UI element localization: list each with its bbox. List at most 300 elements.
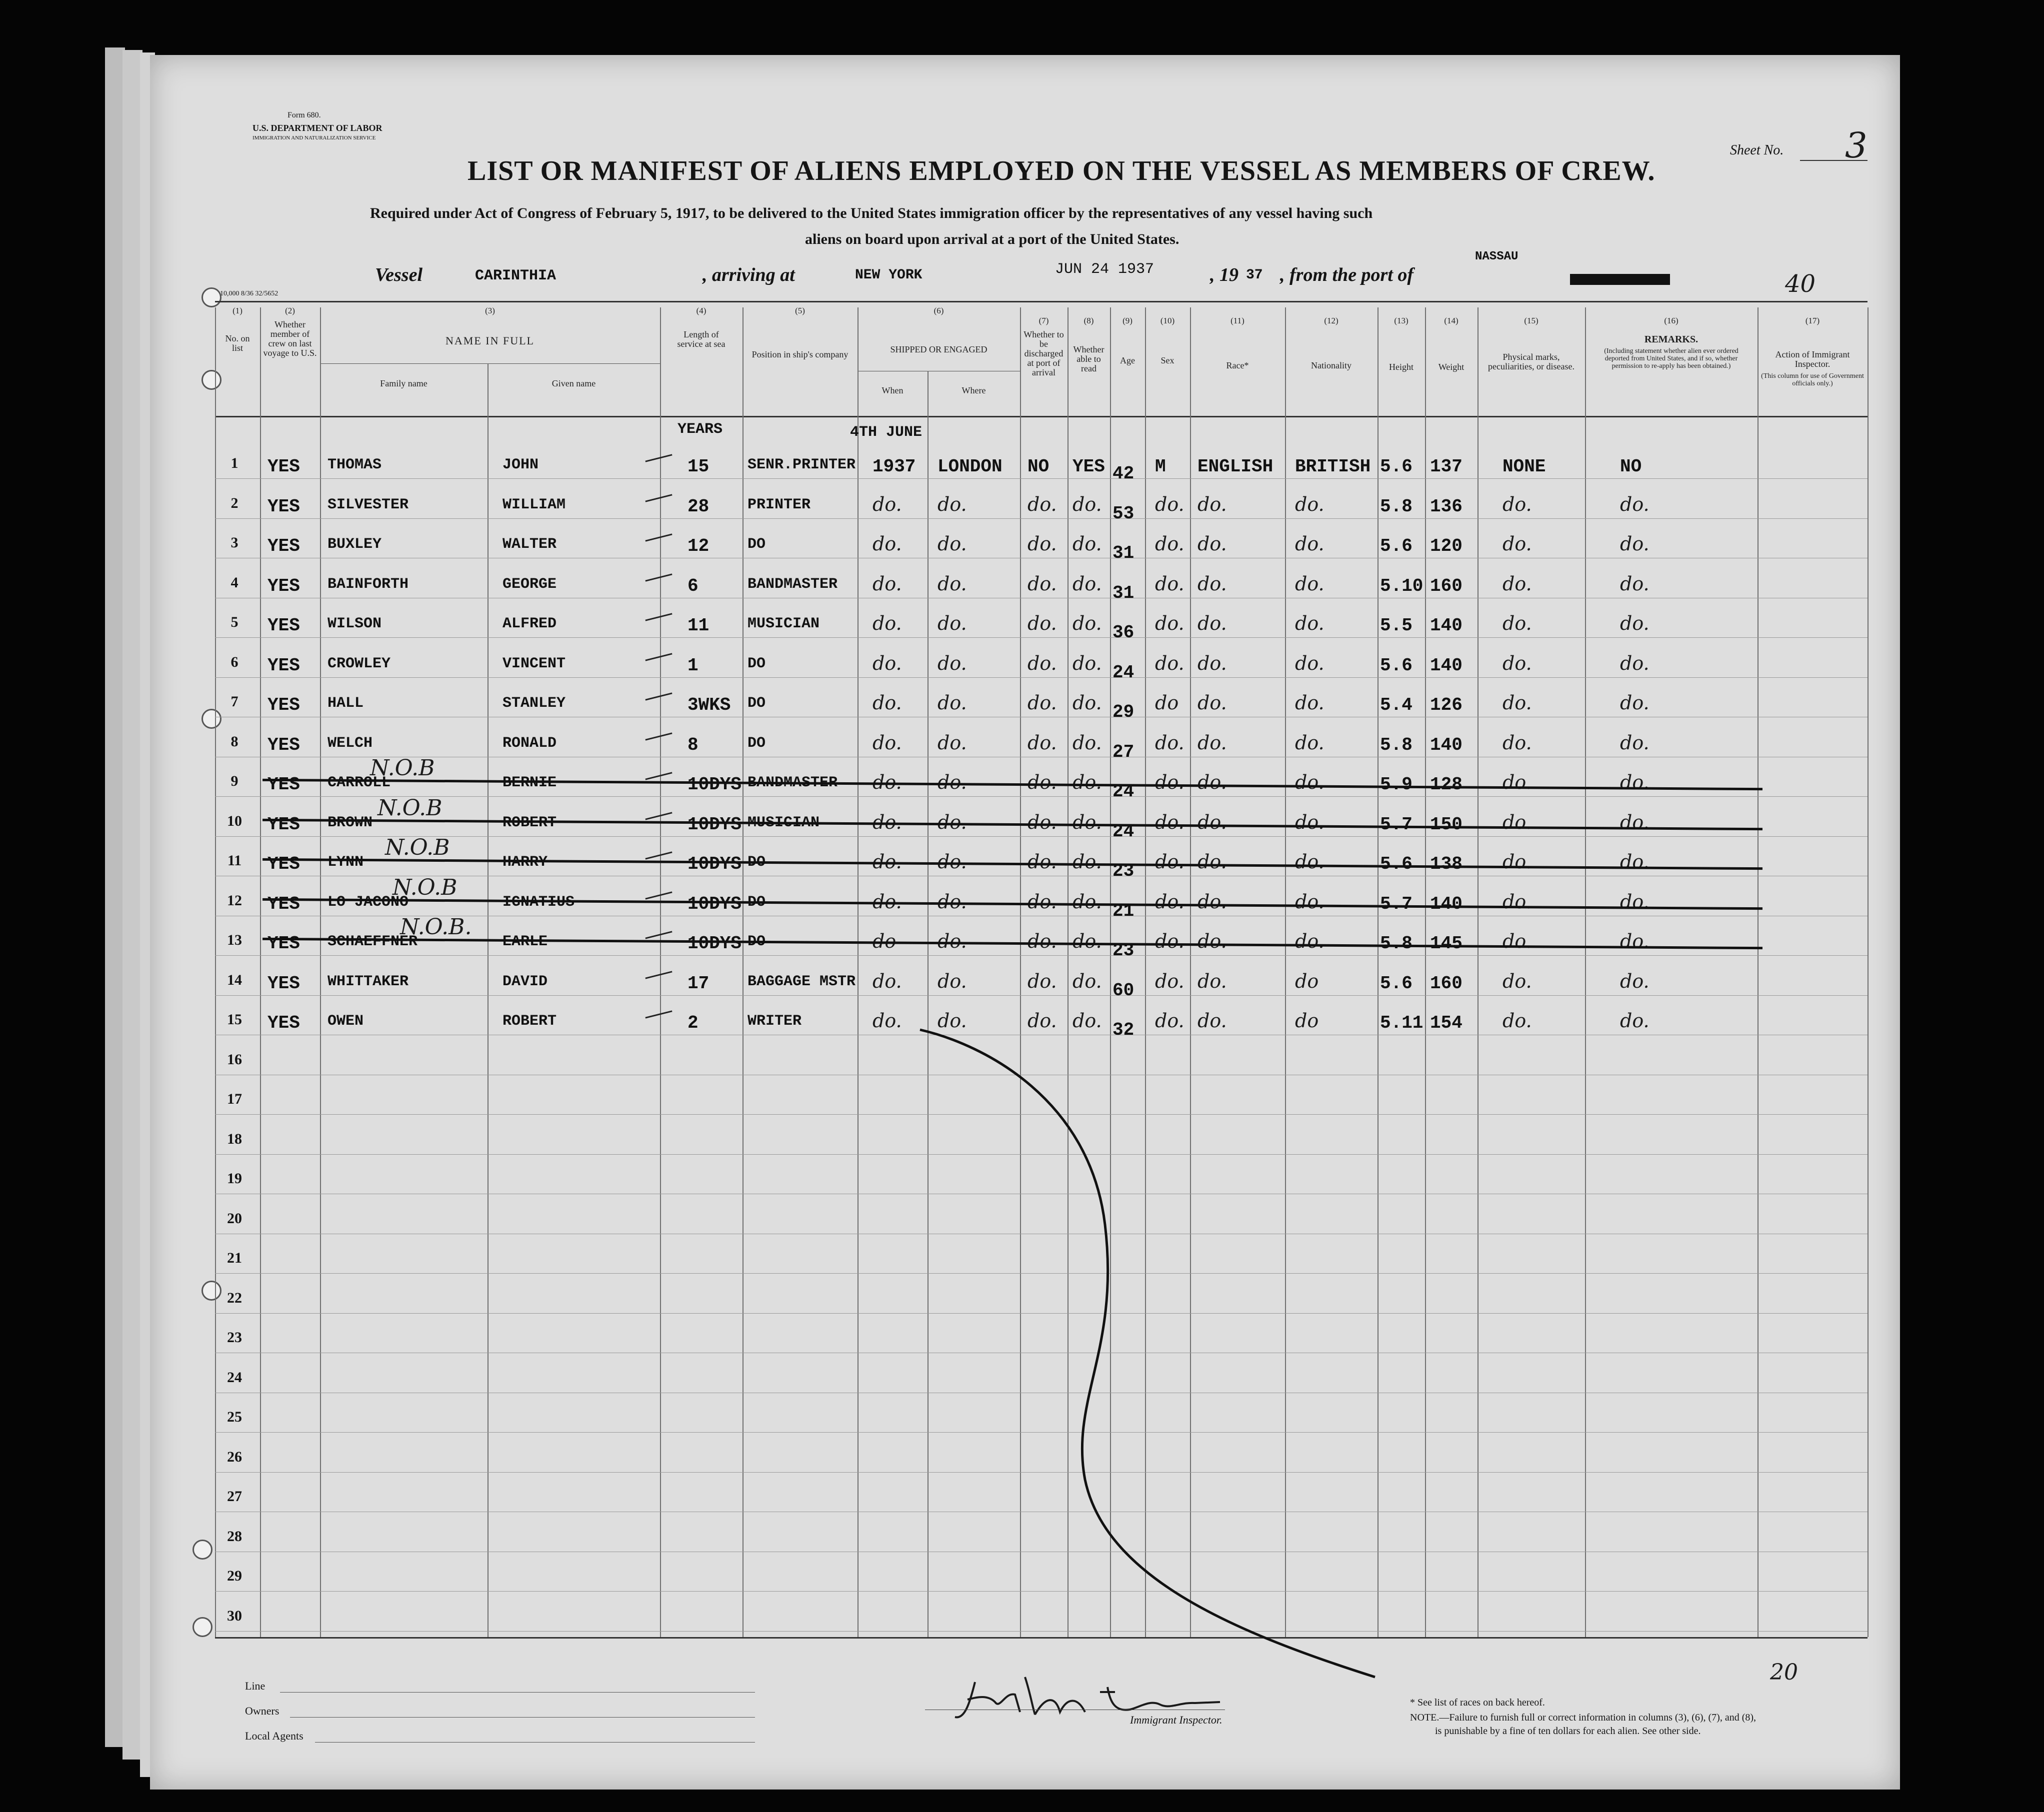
footer-agents-label: Local Agents bbox=[245, 1730, 304, 1742]
service-length: 2 bbox=[688, 1013, 698, 1033]
given-name: DAVID bbox=[502, 973, 548, 990]
given-name: BERNIE bbox=[502, 774, 557, 791]
row-number: 30 bbox=[227, 1607, 242, 1624]
row-number: 26 bbox=[227, 1448, 242, 1465]
physical-marks: do. bbox=[1502, 652, 1532, 674]
remarks: do. bbox=[1620, 533, 1650, 555]
discharged: do. bbox=[1028, 930, 1057, 952]
discharged: do. bbox=[1028, 890, 1057, 913]
nationality: do. bbox=[1295, 890, 1324, 913]
shipped-when: 1937 bbox=[872, 456, 916, 477]
row-number: 12 bbox=[227, 892, 242, 909]
race: do. bbox=[1198, 851, 1227, 873]
nationality: do bbox=[1295, 1010, 1319, 1032]
shipped-when: do. bbox=[872, 612, 902, 634]
weight: 160 bbox=[1430, 575, 1462, 596]
print-code: 10,000 8/36 32/5652 bbox=[220, 290, 278, 297]
age: 24 bbox=[1112, 781, 1134, 802]
nationality: do. bbox=[1295, 612, 1324, 634]
col-header-height: Height bbox=[1389, 362, 1414, 372]
race: do. bbox=[1198, 493, 1227, 515]
position: DO bbox=[748, 893, 766, 911]
note-line-2: is punishable by a fine of ten dollars for each alien. See other side. bbox=[1435, 1726, 1701, 1737]
age: 42 bbox=[1112, 463, 1134, 484]
service-length: 10DYS bbox=[688, 893, 742, 914]
race: do. bbox=[1198, 572, 1227, 595]
remarks: do. bbox=[1620, 572, 1650, 595]
row-number: 6 bbox=[230, 653, 238, 670]
sex: do. bbox=[1155, 1010, 1184, 1032]
remarks: do. bbox=[1620, 930, 1650, 952]
sheet-label: Sheet No. bbox=[1730, 142, 1784, 158]
service-length: 11 bbox=[688, 615, 710, 636]
arrival-date-stamp: JUN 24 1937 bbox=[1055, 261, 1154, 278]
sex: do. bbox=[1155, 811, 1184, 833]
member-of-crew: YES bbox=[268, 973, 300, 994]
physical-marks: NONE bbox=[1502, 456, 1546, 477]
discharged: do. bbox=[1028, 731, 1057, 754]
nationality: do. bbox=[1295, 652, 1324, 674]
shipped-where: do. bbox=[938, 572, 967, 595]
remarks: NO bbox=[1620, 456, 1642, 477]
sex: do. bbox=[1155, 731, 1184, 754]
col-header-action: Action of Immigrant Inspector. bbox=[1775, 349, 1850, 369]
able-to-read: do. bbox=[1072, 612, 1102, 634]
height: 5.4 bbox=[1380, 695, 1412, 715]
nationality: do. bbox=[1295, 771, 1324, 793]
row-number: 11 bbox=[227, 852, 242, 869]
row-number: 18 bbox=[227, 1130, 242, 1147]
age: 23 bbox=[1112, 940, 1134, 961]
remarks: do. bbox=[1620, 612, 1650, 634]
row-number: 7 bbox=[230, 693, 238, 710]
able-to-read: do. bbox=[1072, 493, 1102, 515]
page-title: LIST OR MANIFEST OF ALIENS EMPLOYED ON THE VESSEL AS MEMBERS OF CREW. bbox=[468, 155, 1656, 186]
remarks: do. bbox=[1620, 1010, 1650, 1032]
vessel-name: CARINTHIA bbox=[475, 267, 556, 284]
arriving-label: , arriving at bbox=[702, 264, 795, 285]
position: MUSICIAN bbox=[748, 814, 820, 831]
shipped-where: do. bbox=[938, 493, 967, 515]
height: 5.8 bbox=[1380, 933, 1412, 954]
col-header-name: NAME IN FULL bbox=[446, 334, 534, 347]
physical-marks: do. bbox=[1502, 811, 1532, 833]
given-name: ALFRED bbox=[502, 615, 557, 632]
weight: 150 bbox=[1430, 814, 1462, 835]
department-name: U.S. DEPARTMENT OF LABOR bbox=[252, 123, 382, 133]
note-line-1: NOTE.—Failure to furnish full or correct information in columns (3), (6), (7), and (8), bbox=[1410, 1712, 1756, 1723]
remarks: do. bbox=[1620, 851, 1650, 873]
physical-marks: do. bbox=[1502, 851, 1532, 873]
height: 5.7 bbox=[1380, 814, 1412, 835]
position: BANDMASTER bbox=[748, 575, 838, 593]
member-of-crew: YES bbox=[268, 536, 300, 556]
given-name: WILLIAM bbox=[502, 496, 566, 513]
weight: 160 bbox=[1430, 973, 1462, 994]
discharged: do. bbox=[1028, 1010, 1057, 1032]
sex: do. bbox=[1155, 493, 1184, 515]
age: 24 bbox=[1112, 662, 1134, 683]
weight: 140 bbox=[1430, 734, 1462, 755]
shipped-when: do. bbox=[872, 731, 902, 754]
col-header-when: When bbox=[882, 385, 904, 395]
physical-marks: do. bbox=[1502, 572, 1532, 595]
col-header-nationality: Nationality bbox=[1311, 360, 1352, 370]
footer-owners-rule bbox=[290, 1717, 755, 1718]
shipped-when: do. bbox=[872, 572, 902, 595]
sex: do. bbox=[1155, 851, 1184, 873]
races-note: * See list of races on back hereof. bbox=[1410, 1697, 1545, 1708]
race: ENGLISH bbox=[1198, 456, 1274, 477]
inspector-label: Immigrant Inspector. bbox=[1130, 1714, 1222, 1726]
race: do. bbox=[1198, 771, 1227, 793]
service-length: 10DYS bbox=[688, 933, 742, 954]
able-to-read: do. bbox=[1072, 811, 1102, 833]
member-of-crew: YES bbox=[268, 893, 300, 914]
shipped-where: do. bbox=[938, 731, 967, 754]
from-port-label: , from the port of bbox=[1280, 264, 1414, 285]
shipped-where: do. bbox=[938, 771, 967, 793]
shipped-where: do. bbox=[938, 612, 967, 634]
physical-marks: do. bbox=[1502, 930, 1532, 952]
sheet-number: 3 bbox=[1845, 125, 1868, 166]
departure-port: NASSAU bbox=[1475, 250, 1518, 263]
footer-line-rule bbox=[280, 1692, 755, 1693]
col-header-service: Length of service at sea bbox=[677, 329, 726, 349]
row-number: 5 bbox=[230, 614, 238, 630]
position: WRITER bbox=[748, 1013, 802, 1030]
race: do. bbox=[1198, 533, 1227, 555]
nationality: do. bbox=[1295, 811, 1324, 833]
height: 5.9 bbox=[1380, 774, 1412, 795]
row-number: 25 bbox=[227, 1409, 242, 1425]
col-num-1: (1) bbox=[232, 306, 242, 315]
age: 60 bbox=[1112, 980, 1134, 1001]
family-name: WILSON bbox=[328, 615, 382, 632]
weight: 126 bbox=[1430, 695, 1462, 715]
member-of-crew: YES bbox=[268, 933, 300, 954]
sex: do. bbox=[1155, 572, 1184, 595]
family-name: BUXLEY bbox=[328, 536, 382, 553]
shipped-when: do. bbox=[872, 533, 902, 555]
sex: do. bbox=[1155, 652, 1184, 674]
shipped-where: do. bbox=[938, 970, 967, 992]
sex: M bbox=[1155, 456, 1166, 477]
col-header-age: Age bbox=[1120, 355, 1135, 365]
given-name: WALTER bbox=[502, 536, 557, 553]
row-number: 23 bbox=[227, 1329, 242, 1346]
member-of-crew: YES bbox=[268, 655, 300, 676]
row-number: 29 bbox=[227, 1568, 242, 1584]
discharged: do. bbox=[1028, 572, 1057, 595]
family-name: WELCH bbox=[328, 734, 373, 752]
year-written: 37 bbox=[1246, 267, 1263, 283]
shipped-when: do bbox=[872, 930, 896, 952]
given-name: HARRY bbox=[502, 854, 548, 871]
position: DO bbox=[748, 655, 766, 672]
service-length: 6 bbox=[688, 575, 698, 596]
shipped-where: do. bbox=[938, 1010, 967, 1032]
family-name: SCHAEFFNER bbox=[328, 933, 418, 950]
weight: 140 bbox=[1430, 655, 1462, 676]
service-length: 8 bbox=[688, 734, 698, 755]
family-name: CARROLL bbox=[328, 774, 391, 791]
height: 5.6 bbox=[1380, 456, 1412, 477]
height: 5.6 bbox=[1380, 655, 1412, 676]
service-length: 10DYS bbox=[688, 774, 742, 795]
position: DO bbox=[748, 854, 766, 871]
given-name: GEORGE bbox=[502, 575, 557, 593]
row-number: 22 bbox=[227, 1289, 242, 1306]
position: DO bbox=[748, 536, 766, 553]
row-number: 4 bbox=[230, 574, 238, 591]
given-name: RONALD bbox=[502, 734, 557, 752]
family-name: WHITTAKER bbox=[328, 973, 409, 990]
row-number: 19 bbox=[227, 1170, 242, 1187]
subtitle-line-1: Required under Act of Congress of February 5, 1917, to be delivered to the United States immigration officer by the representatives of any vessel having such bbox=[370, 205, 1373, 221]
col-num-16: (16) bbox=[1664, 316, 1678, 325]
row-number: 14 bbox=[227, 971, 242, 988]
col-header-race: Race* bbox=[1226, 360, 1249, 370]
col-header-member: Whether member of crew on last voyage to U.S. bbox=[263, 319, 317, 358]
sex: do. bbox=[1155, 930, 1184, 952]
member-of-crew: YES bbox=[268, 1013, 300, 1033]
age: 23 bbox=[1112, 861, 1134, 881]
shipped-when: do. bbox=[872, 811, 902, 833]
col-num-2: (2) bbox=[285, 306, 295, 315]
discharged: do. bbox=[1028, 652, 1057, 674]
discharged: do. bbox=[1028, 612, 1057, 634]
discharged: do. bbox=[1028, 970, 1057, 992]
shipped-where: LONDON bbox=[938, 456, 1002, 477]
weight: 154 bbox=[1430, 1013, 1462, 1033]
member-of-crew: YES bbox=[268, 456, 300, 477]
col-header-given: Given name bbox=[552, 378, 596, 388]
row-number: 17 bbox=[227, 1091, 242, 1107]
age: 21 bbox=[1112, 900, 1134, 921]
col-num-9: (9) bbox=[1122, 316, 1132, 325]
able-to-read: do. bbox=[1072, 970, 1102, 992]
weight: 138 bbox=[1430, 854, 1462, 874]
weight: 140 bbox=[1430, 893, 1462, 914]
col-header-discharged: Whether to be discharged at port of arrival bbox=[1024, 329, 1064, 377]
height: 5.10 bbox=[1380, 575, 1424, 596]
member-of-crew: YES bbox=[268, 774, 300, 795]
nob-annotation: N.O.B bbox=[392, 874, 458, 900]
col-num-13: (13) bbox=[1394, 316, 1408, 325]
shipped-where: do. bbox=[938, 890, 967, 913]
col-header-weight: Weight bbox=[1438, 362, 1464, 372]
remarks: do. bbox=[1620, 652, 1650, 674]
row-number: 21 bbox=[227, 1250, 242, 1266]
service-length: 10DYS bbox=[688, 854, 742, 874]
corner-mark: 20 bbox=[1770, 1660, 1798, 1685]
col-num-11: (11) bbox=[1230, 316, 1244, 325]
height: 5.8 bbox=[1380, 496, 1412, 517]
physical-marks: do. bbox=[1502, 890, 1532, 913]
col-num-12: (12) bbox=[1324, 316, 1338, 325]
able-to-read: do. bbox=[1072, 572, 1102, 595]
given-name: IGNATIUS bbox=[502, 893, 575, 911]
col-num-6: (6) bbox=[934, 306, 944, 315]
shipped-when: do. bbox=[872, 692, 902, 714]
family-name: CROWLEY bbox=[328, 655, 391, 672]
nationality: do. bbox=[1295, 533, 1324, 555]
race: do. bbox=[1198, 1010, 1227, 1032]
able-to-read: do. bbox=[1072, 771, 1102, 793]
remarks: do. bbox=[1620, 811, 1650, 833]
row-number: 24 bbox=[227, 1369, 242, 1386]
physical-marks: do. bbox=[1502, 731, 1532, 754]
subtitle-line-2: aliens on board upon arrival at a port of the United States. bbox=[805, 231, 1180, 247]
row-number: 13 bbox=[227, 932, 242, 948]
weight: 120 bbox=[1430, 536, 1462, 556]
discharged: do. bbox=[1028, 533, 1057, 555]
service-length: 15 bbox=[688, 456, 710, 477]
discharged: do. bbox=[1028, 493, 1057, 515]
nationality: BRITISH bbox=[1295, 456, 1371, 477]
able-to-read: YES bbox=[1072, 456, 1105, 477]
shipped-when: do. bbox=[872, 652, 902, 674]
age: 27 bbox=[1112, 741, 1134, 762]
height: 5.5 bbox=[1380, 615, 1412, 636]
footer-agents-rule bbox=[315, 1742, 755, 1743]
col-header-physical-marks: Physical marks, peculiarities, or disease. bbox=[1488, 352, 1574, 371]
able-to-read: do. bbox=[1072, 533, 1102, 555]
footer-owners-label: Owners bbox=[245, 1705, 280, 1717]
height: 5.7 bbox=[1380, 893, 1412, 914]
col-num-15: (15) bbox=[1524, 316, 1538, 325]
member-of-crew: YES bbox=[268, 734, 300, 755]
service-name: IMMIGRATION AND NATURALIZATION SERVICE bbox=[252, 135, 376, 141]
nationality: do. bbox=[1295, 930, 1324, 952]
col-header-shipped: SHIPPED OR ENGAGED bbox=[890, 344, 988, 354]
service-length: 12 bbox=[688, 536, 710, 556]
member-of-crew: YES bbox=[268, 695, 300, 715]
position: MUSICIAN bbox=[748, 615, 820, 632]
service-length: 17 bbox=[688, 973, 710, 994]
year-label: , 19 bbox=[1210, 264, 1238, 285]
race: do. bbox=[1198, 731, 1227, 754]
age: 24 bbox=[1112, 821, 1134, 842]
shipped-when: do. bbox=[872, 851, 902, 873]
shipped-where: do. bbox=[938, 652, 967, 674]
col-num-8: (8) bbox=[1084, 316, 1094, 325]
col-header-no: No. on list bbox=[225, 333, 250, 353]
height: 5.11 bbox=[1380, 1013, 1424, 1033]
weight: 136 bbox=[1430, 496, 1462, 517]
age: 31 bbox=[1112, 582, 1134, 603]
remarks: do. bbox=[1620, 771, 1650, 793]
nationality: do. bbox=[1295, 851, 1324, 873]
physical-marks: do. bbox=[1502, 970, 1532, 992]
row-number: 27 bbox=[227, 1488, 242, 1505]
vessel-label: Vessel bbox=[375, 264, 422, 285]
position: BANDMASTER bbox=[748, 774, 838, 791]
shipped-when: do. bbox=[872, 890, 902, 913]
able-to-read: do. bbox=[1072, 851, 1102, 873]
height: 5.6 bbox=[1380, 973, 1412, 994]
position: SENR.PRINTER bbox=[748, 456, 856, 473]
remarks: do. bbox=[1620, 692, 1650, 714]
given-name: ROBERT bbox=[502, 814, 557, 831]
weight: 145 bbox=[1430, 933, 1462, 954]
discharged: do. bbox=[1028, 851, 1057, 873]
family-name: LYNN bbox=[328, 854, 364, 871]
col-header-where: Where bbox=[962, 385, 986, 395]
position: DO bbox=[748, 933, 766, 950]
weight: 137 bbox=[1430, 456, 1462, 477]
nationality: do. bbox=[1295, 572, 1324, 595]
col-header-remarks-note: (Including statement whether alien ever ordered deported from United States, and if so, whether permission to re-apply has been obtained.) bbox=[1604, 347, 1738, 370]
given-name: STANLEY bbox=[502, 695, 566, 712]
age: 29 bbox=[1112, 702, 1134, 722]
service-length: 10DYS bbox=[688, 814, 742, 835]
col-header-remarks: REMARKS. bbox=[1644, 334, 1698, 345]
nob-annotation: N.O.B. bbox=[400, 914, 472, 940]
col-header-position: Position in ship's company bbox=[752, 349, 848, 359]
row-number: 15 bbox=[227, 1011, 242, 1028]
shipped-where: do. bbox=[938, 811, 967, 833]
family-name: BAINFORTH bbox=[328, 575, 409, 593]
service-length: 1 bbox=[688, 655, 698, 676]
nationality: do. bbox=[1295, 493, 1324, 515]
shipped-when: do. bbox=[872, 970, 902, 992]
given-name: VINCENT bbox=[502, 655, 566, 672]
service-unit-annotation: YEARS bbox=[678, 421, 723, 438]
shipped-where: do. bbox=[938, 930, 967, 952]
family-name: OWEN bbox=[328, 1013, 364, 1030]
col-num-7: (7) bbox=[1038, 316, 1049, 325]
nob-annotation: N.O.B bbox=[378, 795, 442, 821]
col-num-3: (3) bbox=[485, 306, 495, 315]
shipped-where: do. bbox=[938, 851, 967, 873]
row-number: 9 bbox=[230, 773, 238, 789]
race: do. bbox=[1198, 970, 1227, 992]
discharged: NO bbox=[1028, 456, 1050, 477]
shipped-where: do. bbox=[938, 692, 967, 714]
family-name: HALL bbox=[328, 695, 364, 712]
col-num-14: (14) bbox=[1444, 316, 1458, 325]
row-number: 10 bbox=[227, 812, 242, 829]
shipped-where: do. bbox=[938, 533, 967, 555]
able-to-read: do. bbox=[1072, 652, 1102, 674]
sex: do. bbox=[1155, 771, 1184, 793]
weight: 140 bbox=[1430, 615, 1462, 636]
race: do. bbox=[1198, 652, 1227, 674]
race: do. bbox=[1198, 890, 1227, 913]
row-number: 8 bbox=[230, 733, 238, 750]
col-header-sex: Sex bbox=[1160, 355, 1174, 365]
weight: 128 bbox=[1430, 774, 1462, 795]
family-name: SILVESTER bbox=[328, 496, 409, 513]
col-num-4: (4) bbox=[696, 306, 706, 315]
able-to-read: do. bbox=[1072, 731, 1102, 754]
age: 32 bbox=[1112, 1020, 1134, 1040]
member-of-crew: YES bbox=[268, 575, 300, 596]
sex: do. bbox=[1155, 612, 1184, 634]
physical-marks: do. bbox=[1502, 692, 1532, 714]
discharged: do. bbox=[1028, 771, 1057, 793]
nob-annotation: N.O.B bbox=[385, 835, 450, 860]
footer-line-label: Line bbox=[245, 1680, 266, 1692]
member-of-crew: YES bbox=[268, 814, 300, 835]
remarks: do. bbox=[1620, 493, 1650, 515]
col-header-action-note: (This column for use of Government officials only.) bbox=[1761, 372, 1864, 387]
shipped-when: do. bbox=[872, 771, 902, 793]
physical-marks: do. bbox=[1502, 771, 1532, 793]
row-number: 1 bbox=[230, 455, 238, 471]
